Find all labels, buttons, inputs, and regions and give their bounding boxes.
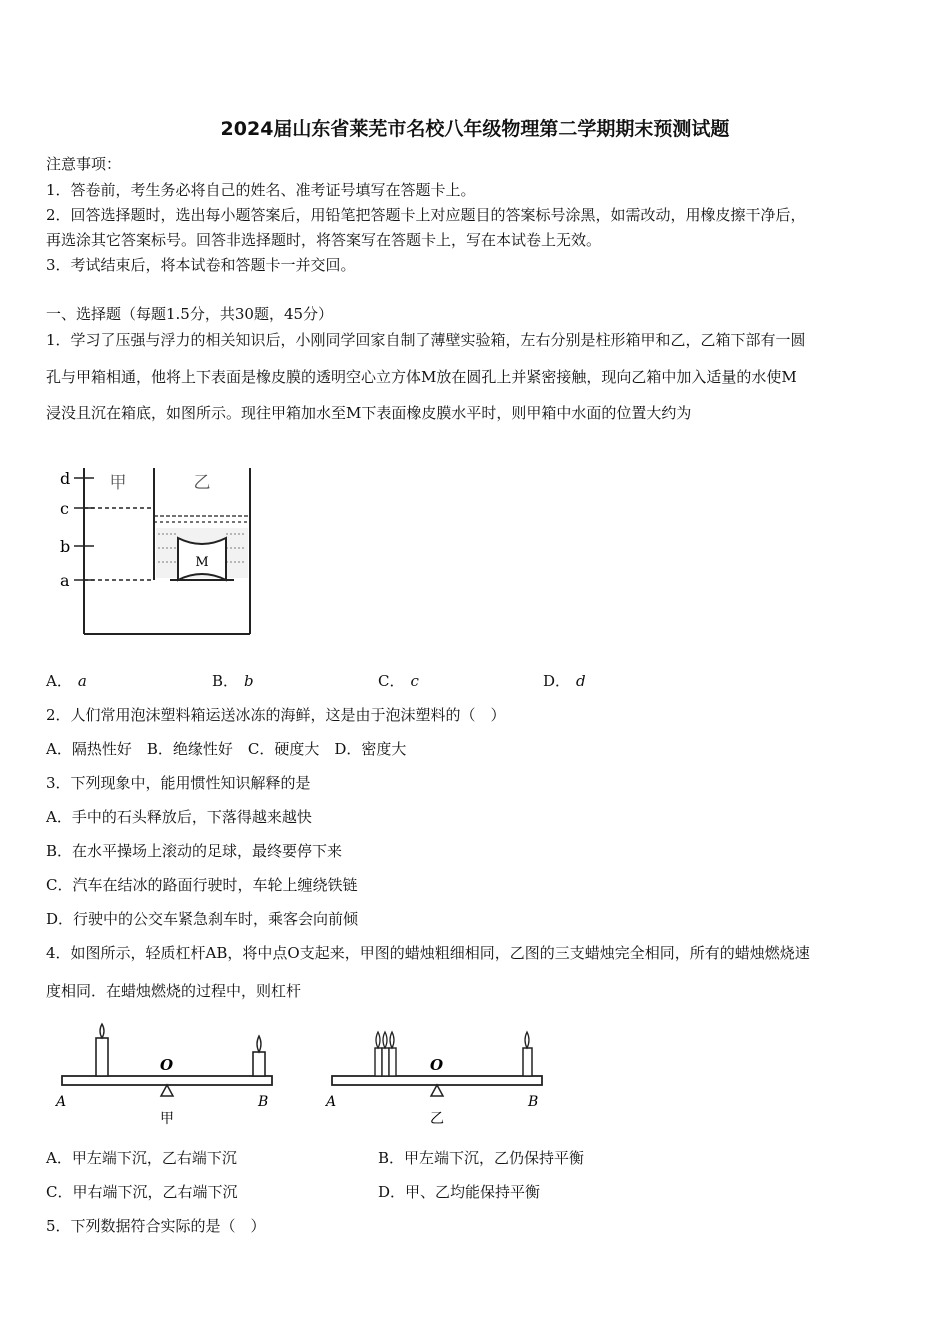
- q3-option-d[interactable]: D．行驶中的公交车紧急刹车时，乘客会向前倾: [46, 910, 359, 928]
- notice-item-3: 3．考试结束后，将本试卷和答题卡一并交回。: [46, 256, 356, 274]
- q4-stem-line-2: 度相同．在蜡烛燃烧的过程中，则杠杆: [46, 982, 302, 1000]
- q1-option-c[interactable]: C． c: [378, 672, 419, 690]
- q3-option-b[interactable]: B．在水平操场上滚动的足球，最终要停下来: [46, 842, 343, 860]
- q4-stem-line-1: 4．如图所示，轻质杠杆AB，将中点O支起来，甲图的蜡烛粗细相同，乙图的三支蜡烛完全相同，所有的蜡烛燃烧速: [46, 944, 810, 962]
- page-title: 2024届山东省莱芜市名校八年级物理第二学期期末预测试题: [220, 118, 730, 140]
- q4-jia-label-b: B: [258, 1094, 269, 1110]
- q4-option-a[interactable]: A．甲左端下沉，乙右端下沉: [46, 1149, 237, 1167]
- q3-option-c[interactable]: C．汽车在结冰的路面行驶时，车轮上缠绕铁链: [46, 876, 358, 894]
- q4-lever-figure-jia: [54, 1020, 284, 1130]
- q1-label-jia: 甲: [109, 473, 127, 493]
- q1-label-yi: 乙: [193, 473, 211, 493]
- q1-option-d[interactable]: D． d: [543, 672, 586, 690]
- q1-stem-line-2: 孔与甲箱相通，他将上下表面是橡皮膜的透明空心立方体M放在圆孔上并紧密接触，现向乙箱中加入适量的水使M: [46, 368, 797, 386]
- q4-yi-caption: 乙: [430, 1111, 444, 1127]
- q4-jia-label-o: O: [160, 1056, 174, 1074]
- q1-option-a[interactable]: A． a: [46, 672, 87, 690]
- q4-jia-label-a: A: [56, 1094, 67, 1110]
- q3-stem: 3．下列现象中，能用惯性知识解释的是: [46, 774, 311, 792]
- q5-stem: 5．下列数据符合实际的是（ ）: [46, 1217, 266, 1235]
- q1-level-c: c: [60, 499, 69, 518]
- q4-yi-label-b: B: [528, 1094, 539, 1110]
- q1-tank-figure: [50, 458, 270, 643]
- q1-stem-line-3: 浸没且沉在箱底，如图所示。现往甲箱加水至M下表面橡皮膜水平时，则甲箱中水面的位置大约为: [46, 404, 692, 422]
- q4-yi-label-o: O: [430, 1056, 444, 1074]
- q4-lever-figure-yi: [324, 1020, 554, 1130]
- q4-option-d[interactable]: D．甲、乙均能保持平衡: [378, 1183, 541, 1201]
- notice-item-2-cont: 再选涂其它答案标号。回答非选择题时，将答案写在答题卡上，写在本试卷上无效。: [46, 231, 602, 249]
- q1-level-a: a: [60, 571, 70, 590]
- section-heading: 一、选择题（每题1.5分，共30题，45分）: [46, 305, 334, 323]
- q4-option-b[interactable]: B．甲左端下沉，乙仍保持平衡: [378, 1149, 585, 1167]
- q3-option-a[interactable]: A．手中的石头释放后，下落得越来越快: [46, 808, 312, 826]
- notice-heading: 注意事项：: [46, 155, 122, 173]
- q1-label-m: M: [195, 555, 209, 570]
- q2-stem: 2．人们常用泡沫塑料箱运送冰冻的海鲜，这是由于泡沫塑料的（ ）: [46, 706, 506, 724]
- q4-yi-label-a: A: [326, 1094, 337, 1110]
- q1-stem-line-1: 1．学习了压强与浮力的相关知识后，小刚同学回家自制了薄壁实验箱，左右分别是柱形箱甲和乙，乙箱下部有一圆: [46, 331, 806, 349]
- q1-level-d: d: [60, 469, 71, 488]
- q2-options[interactable]: A．隔热性好 B．绝缘性好 C．硬度大 D．密度大: [46, 740, 407, 758]
- q4-option-c[interactable]: C．甲右端下沉，乙右端下沉: [46, 1183, 238, 1201]
- q1-level-b: b: [60, 537, 71, 556]
- q1-option-b[interactable]: B． b: [212, 672, 254, 690]
- notice-item-1: 1．答卷前，考生务必将自己的姓名、准考证号填写在答题卡上。: [46, 181, 476, 199]
- notice-item-2: 2．回答选择题时，选出每小题答案后，用铅笔把答题卡上对应题目的答案标号涂黑，如需改动，用橡皮擦干净后，: [46, 206, 806, 224]
- q4-jia-caption: 甲: [160, 1111, 174, 1127]
